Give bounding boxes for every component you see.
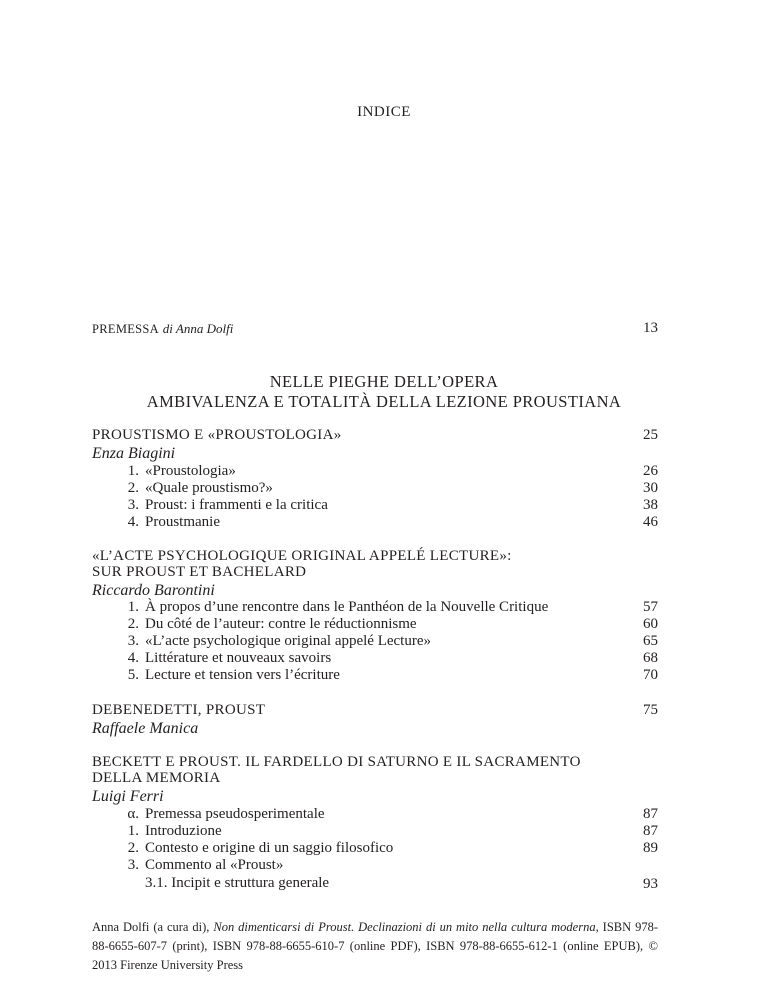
item-text: «Proustologia»: [145, 463, 236, 479]
item-text: «L’acte psychologique original appelé Lecture»: [145, 633, 432, 649]
essay-title-line2[interactable]: SUR PROUST ET BACHELARD: [92, 564, 307, 580]
item-number: 2.: [127, 616, 139, 632]
item-page: 38: [643, 497, 658, 513]
footer-book-title: Non dimenticarsi di Proust. Declinazioni di un mito nella cultura moderna: [213, 920, 596, 934]
essay-author: Raffaele Manica: [92, 720, 199, 737]
toc-item[interactable]: [92, 599, 658, 616]
toc-item[interactable]: [92, 514, 658, 531]
item-number: 1.: [127, 823, 139, 839]
footer-details: , ISBN 978-88-6655-607-7 (print), ISBN 978-88-6655-610-7 (online PDF), ISBN 978-88-6655-612-1 (online EPUB), © 2013 Firenze University Press: [92, 920, 658, 972]
item-page: 87: [643, 823, 658, 839]
essay-author: Luigi Ferri: [92, 788, 164, 805]
toc-item[interactable]: [92, 497, 658, 514]
toc-item[interactable]: [92, 480, 658, 497]
toc-item[interactable]: [92, 840, 658, 857]
item-text: Du côté de l’auteur: contre le réductionnisme: [145, 616, 417, 632]
toc-item[interactable]: [92, 806, 658, 823]
item-number: 3.: [127, 497, 139, 513]
toc-item[interactable]: [92, 857, 658, 874]
item-text: 3.1. Incipit e struttura generale: [145, 875, 330, 891]
item-number: 1.: [127, 463, 139, 479]
item-number: 3.: [127, 633, 139, 649]
item-number: 5.: [127, 667, 139, 683]
item-text: Contesto e origine di un saggio filosofico: [145, 840, 394, 856]
item-text: Commento al «Proust»: [145, 857, 284, 873]
toc-entry-premessa[interactable]: [92, 320, 658, 338]
essay-title[interactable]: DEBENEDETTI, PROUST: [92, 702, 266, 718]
page-title: INDICE: [357, 104, 411, 120]
essay-author: Enza Biagini: [92, 445, 176, 462]
item-number: 3.: [127, 857, 139, 873]
premessa-page: 13: [643, 320, 658, 336]
item-number: α.: [127, 806, 139, 822]
essay-page: 75: [643, 702, 658, 718]
item-page: 26: [643, 463, 658, 479]
item-page: 89: [643, 840, 658, 856]
footer-editor: Anna Dolfi (a cura di),: [92, 920, 214, 934]
item-text: Introduzione: [145, 823, 222, 839]
toc-item[interactable]: [92, 463, 658, 480]
item-page: 60: [643, 616, 658, 632]
toc-item[interactable]: [92, 616, 658, 633]
item-number: 4.: [127, 514, 139, 530]
item-page: 70: [643, 667, 658, 683]
item-page: 87: [643, 806, 658, 822]
section-heading-line2: AMBIVALENZA E TOTALITÀ DELLA LEZIONE PROUSTIANA: [146, 392, 622, 411]
item-text: À propos d’une rencontre dans le Panthéon de la Nouvelle Critique: [145, 599, 549, 615]
toc-subitem[interactable]: [92, 875, 658, 892]
item-page: 46: [643, 514, 658, 530]
essay-page: 25: [643, 427, 658, 443]
item-page: 57: [643, 599, 658, 615]
item-page: 68: [643, 650, 658, 666]
item-text: Premessa pseudosperimentale: [145, 806, 325, 822]
item-text: Proust: i frammenti e la critica: [145, 497, 328, 513]
essay-title-line2[interactable]: DELLA MEMORIA: [92, 770, 221, 786]
toc-item[interactable]: [92, 667, 658, 684]
premessa-author: di Anna Dolfi: [162, 321, 234, 336]
toc-item[interactable]: [92, 650, 658, 667]
section-heading-line1: NELLE PIEGHE DELL’OPERA: [269, 372, 499, 391]
item-number: 1.: [127, 599, 139, 615]
essay-title-line1[interactable]: «L’ACTE PSYCHOLOGIQUE ORIGINAL APPELÉ LECTURE»:: [92, 548, 512, 564]
item-text: Littérature et nouveaux savoirs: [145, 650, 332, 666]
item-page: 30: [643, 480, 658, 496]
item-text: Proustmanie: [145, 514, 220, 530]
item-page: 93: [643, 876, 658, 892]
toc-item[interactable]: [92, 823, 658, 840]
item-page: 65: [643, 633, 658, 649]
publication-footer: [92, 918, 658, 975]
essay-title-line1[interactable]: BECKETT E PROUST. IL FARDELLO DI SATURNO E IL SACRAMENTO: [92, 754, 581, 770]
essay-title[interactable]: PROUSTISMO E «PROUSTOLOGIA»: [92, 427, 342, 443]
premessa-label: PREMESSA: [92, 322, 160, 336]
item-number: 2.: [127, 840, 139, 856]
toc-item[interactable]: [92, 633, 658, 650]
item-number: 4.: [127, 650, 139, 666]
item-text: «Quale proustismo?»: [145, 480, 273, 496]
item-text: Lecture et tension vers l’écriture: [145, 667, 340, 683]
essay-author: Riccardo Barontini: [92, 582, 215, 599]
item-number: 2.: [127, 480, 139, 496]
